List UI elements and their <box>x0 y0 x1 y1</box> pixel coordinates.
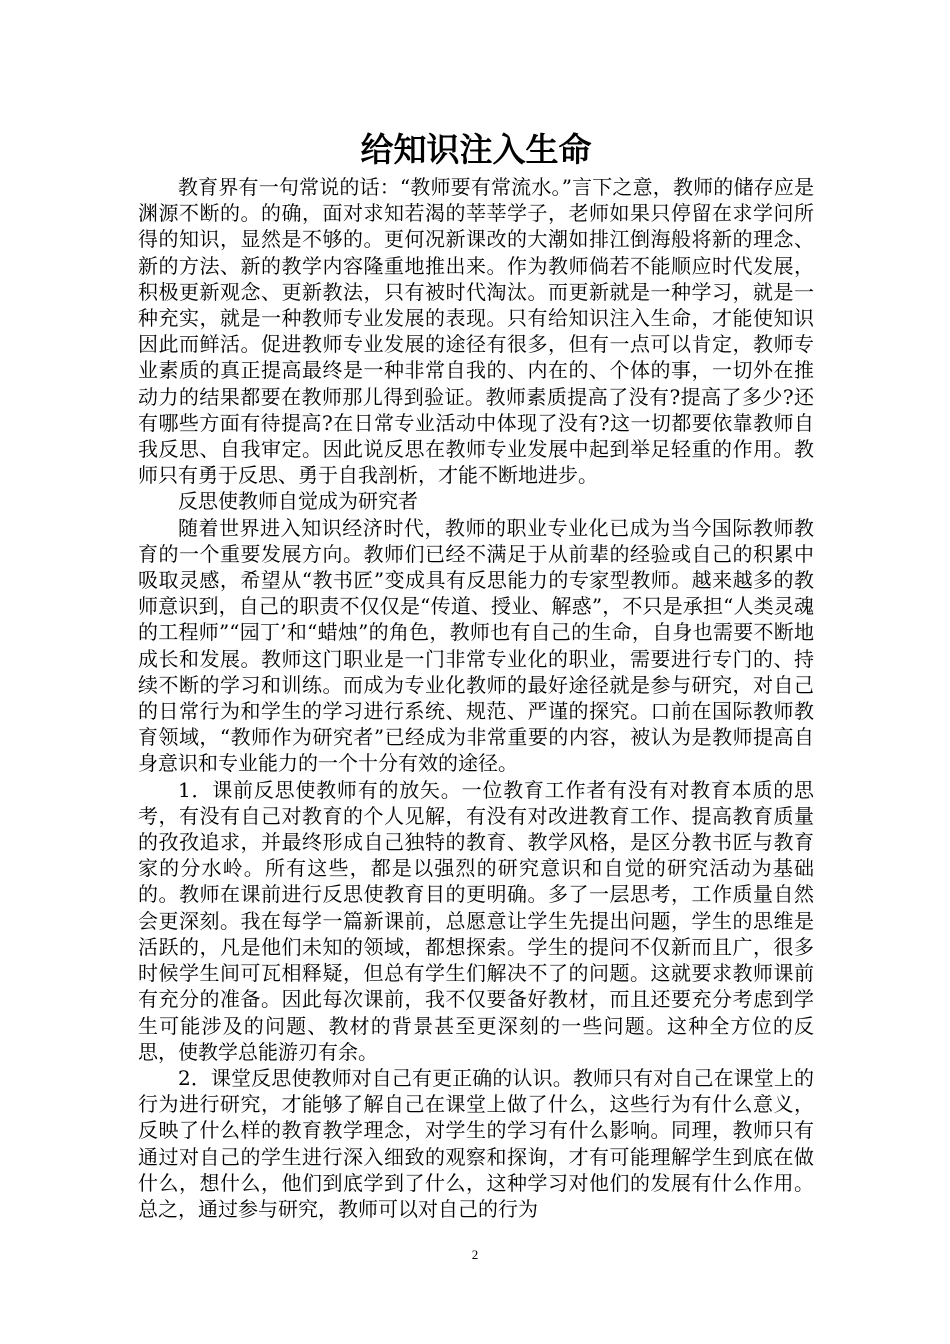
page-number: 2 <box>471 1247 479 1262</box>
document-body <box>138 128 814 1222</box>
paragraph-pre-class-reflection: 1．课前反思使教师有的放矢。一位教育工作者有没有对教育本质的思考，有没有自己对教育的个人见解，有没有对改进教育工作、提高教育质量的孜孜追求，并最终形成自己独特的教育、教学风格，是区分教书匠与教育家的分水岭。所有这些，都是以强烈的研究意识和自觉的研究活动为基础的。教师在课前进行反思使教育目的更明确。多了一层思考，工作质量自然会更深刻。我在每学一篇新课前，总愿意让学生先提出问题，学生的思维是活跃的，凡是他们未知的领域，都想探索。学生的提问不仅新而且广，很多时候学生间可瓦相释疑，但总有学生们解决不了的问题。这就要求教师课前有充分的准备。因此每次课前，我不仅要备好教材，而且还要充分考虑到学生可能涉及的问题、教材的背景甚至更深刻的一些问题。这种全方位的反思，使教学总能游刃有余。 <box>138 777 814 1064</box>
paragraph-in-class-reflection: 2．课堂反思使教师对自己有更正确的认识。教师只有对自己在课堂上的行为进行研究，才能够了解自己在课堂上做了什么，这些行为有什么意义，反映了什么样的教育教学理念，对学生的学习有什么影响。同理，教师只有通过对自己的学生进行深入细致的观察和探询，才有可能理解学生到底在做什么，想什么，他们到底学到了什么，这种学习对他们的发展有什么作用。总之，通过参与研究，教师可以对自己的行为 <box>138 1065 814 1221</box>
document-title: 给知识注入生命 <box>360 130 592 169</box>
paragraph-researcher: 随着世界进入知识经济时代，教师的职业专业化已成为当今国际教师教育的一个重要发展方向。教师们已经不满足于从前辈的经验或自己的积累中吸取灵感，希望从“教书匠”变成具有反思能力的专家型教师。越来越多的教师意识到，自己的职责不仅仅是“传道、授业、解惑”，不只是承担“人类灵魂的工程师”“园丁’和“蜡烛”的角色，教师也有自己的生命，自身也需要不断地成长和发展。教师这门职业是一门非常专业化的职业，需要进行专门的、持续不断的学习和训练。而成为专业化教师的最好途径就是参与研究，对自己的日常行为和学生的学习进行系统、规范、严谨的探究。口前在国际教师教育领域，“教师作为研究者”已经成为非常重要的内容，被认为是教师提高自身意识和专业能力的一个十分有效的途径。 <box>138 515 814 776</box>
paragraph-intro: 教育界有一句常说的话：“教师要有常流水。”言下之意，教师的储存应是渊源不断的。的确，面对求知若渴的莘莘学子，老师如果只停留在求学问所得的知识，显然是不够的。更何况新课改的大潮如排江倒海般将新的理念、新的方法、新的教学内容隆重地推出来。作为教师倘若不能顺应时代发展，积极更新观念、更新教法，只有被时代淘汰。而更新就是一种学习，就是一种充实，就是一种教师专业发展的表现。只有给知识注入生命，才能使知识因此而鲜活。促进教师专业发展的途径有很多，但有一点可以肯定，教师专业素质的真正提高最终是一种非常自我的、内在的、个体的事，一切外在推动力的结果都要在教师那儿得到验证。教师素质提高了没有?提高了多少?还有哪些方面有待提高?在日常专业活动中体现了没有?这一切都要依靠教师自我反思、自我审定。因此说反思在教师专业发展中起到举足轻重的作用。教师只有勇于反思、勇于自我剖析，才能不断地进步。 <box>138 175 814 488</box>
section-heading: 反思使教师自觉成为研究者 <box>178 489 418 514</box>
